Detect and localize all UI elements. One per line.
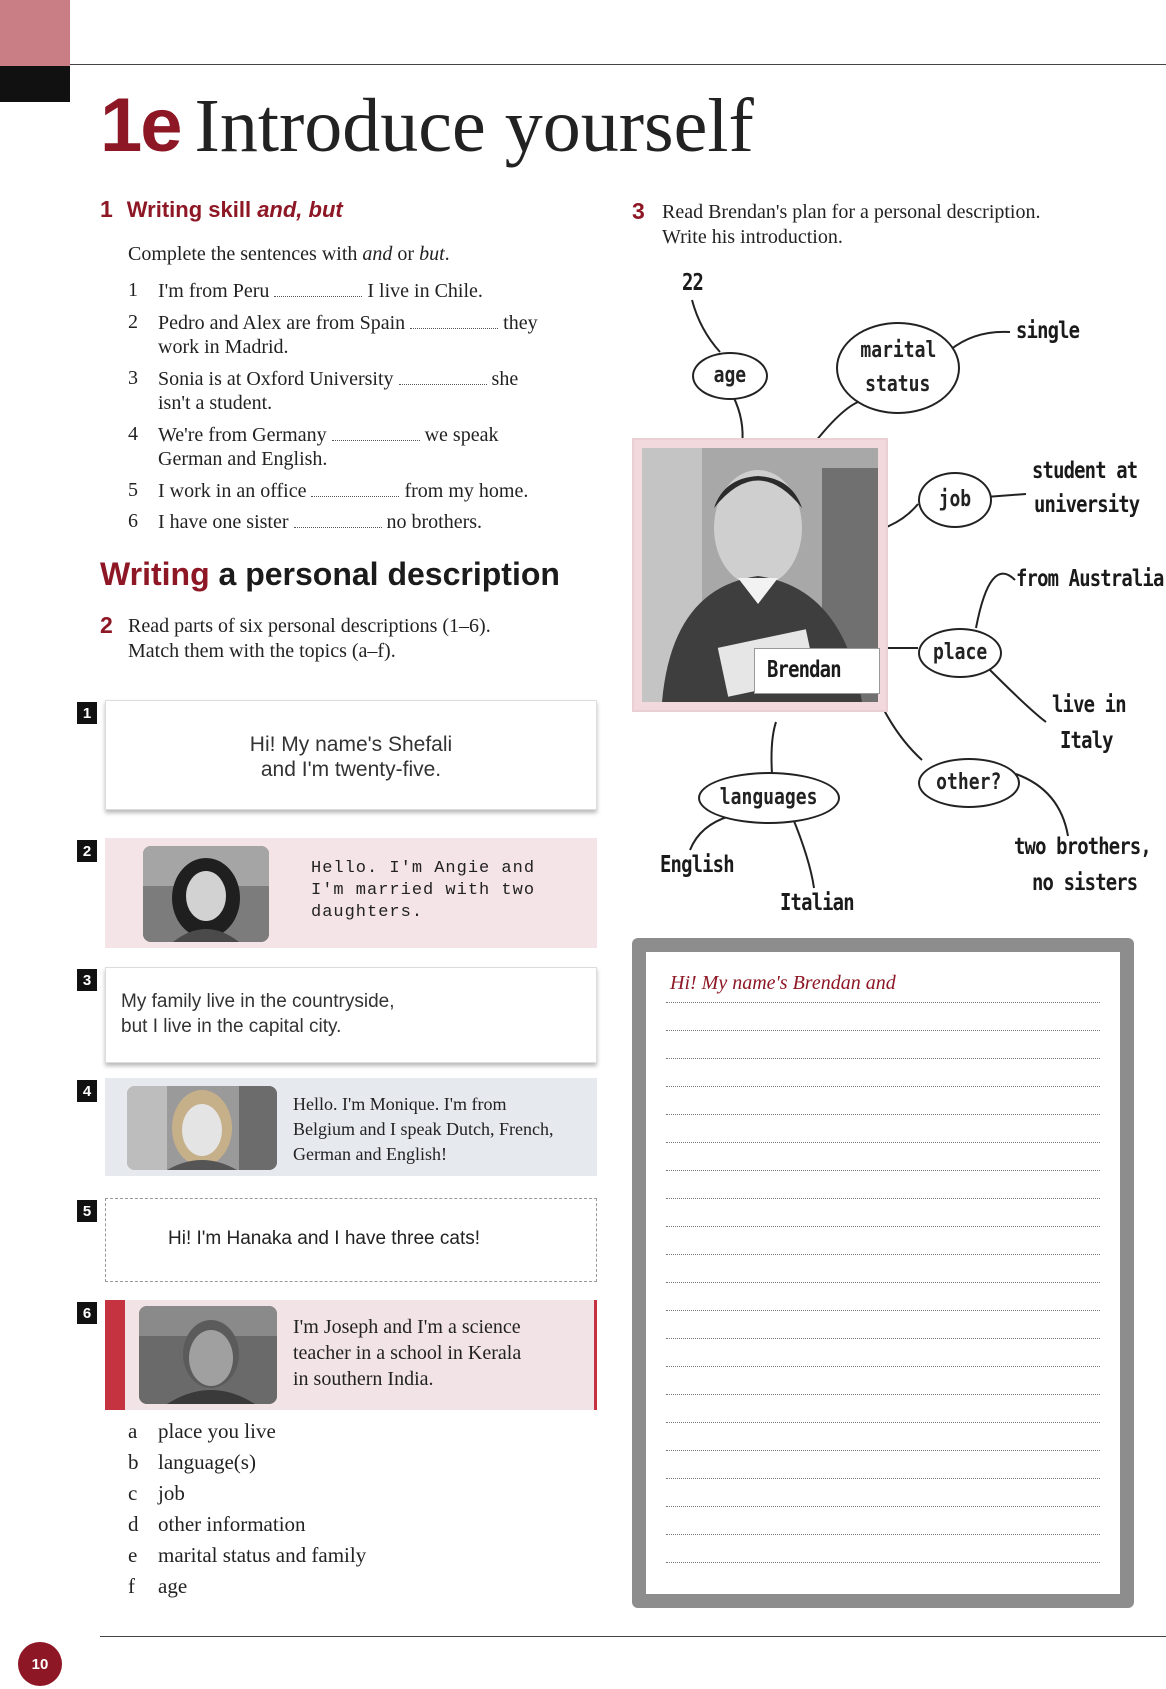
card-line: daughters. [311,903,424,922]
other-bubble-label: other? [936,770,1002,795]
other-bubble [918,758,1020,808]
place-bubble-label: place [932,640,988,665]
item-number: 3 [128,367,138,389]
item-text-a: We're from Germany [158,424,327,446]
item-text-b: from my home. [404,480,529,502]
section-heading-dark: a personal description [218,556,560,592]
card-number: 4 [77,1080,97,1102]
writing-line [666,1086,1100,1087]
card-line: Hello. I'm Angie and [311,859,536,878]
place-value-line: from Australia [1016,566,1164,592]
unit-code: 1e [100,83,181,168]
card-number: 6 [77,1302,97,1324]
writing-line [666,1226,1100,1227]
topic-letter: f [128,1574,135,1598]
marital-status-bubble [836,322,960,414]
place-value-line: Italy [1060,728,1113,754]
language-value: Italian [780,890,854,916]
writing-line [666,1366,1100,1367]
age-bubble-label: age [713,363,747,388]
item-number: 4 [128,423,138,445]
writing-line [666,1450,1100,1451]
languages-bubble-label: languages [720,785,818,810]
card-line: My family live in the countryside, [121,991,395,1012]
writing-line [666,1562,1100,1563]
card-number: 2 [77,840,97,862]
writing-line [666,1002,1100,1003]
topic-text: marital status and family [158,1543,367,1567]
topic-letter: a [128,1419,138,1443]
topic-text: other information [158,1512,306,1536]
writing-starter: Hi! My name's Brendan and [670,972,896,994]
card-line: I'm married with two [311,881,536,900]
item-text-b: they [503,312,538,334]
item-number: 6 [128,510,138,532]
marital-value: single [1016,318,1080,344]
ex1-instr-a: Complete the sentences with [128,243,363,265]
card-line: Belgium and I speak Dutch, French, [293,1119,554,1139]
card-line: but I live in the capital city. [121,1016,342,1037]
card-text: Hi! I'm Hanaka and I have three cats! [168,1228,481,1249]
topic-text: job [158,1481,185,1505]
topic-letter: d [128,1512,139,1536]
writing-line [666,1534,1100,1535]
job-bubble-label: job [938,487,972,512]
item-text-b: no brothers. [386,511,483,533]
writing-line [666,1338,1100,1339]
item-text-b: I live in Chile. [367,280,483,302]
section-heading-red: Writing [100,556,219,592]
ex2-instr-line: Match them with the topics (a–f). [128,640,396,662]
topic-letter: e [128,1543,138,1567]
writing-line [666,1030,1100,1031]
writing-line [666,1170,1100,1171]
card-number: 1 [77,702,97,724]
writing-line [666,1058,1100,1059]
topic-letter: c [128,1481,138,1505]
marital-bubble-line: status [865,372,931,397]
writing-line [666,1478,1100,1479]
writing-line [666,1198,1100,1199]
brendan-photo-frame [634,440,886,710]
topic-text: language(s) [158,1450,256,1474]
languages-bubble [698,772,840,824]
brendan-label: Brendan [767,657,841,683]
ex3-instr-line: Write his introduction. [662,226,843,248]
age-value: 22 [682,270,704,296]
writing-frame [632,938,1134,1608]
writing-line [666,1506,1100,1507]
other-value-line: two brothers, [1014,834,1151,860]
item-text-a: I'm from Peru [158,280,270,302]
ex3-number: 3 [632,198,645,224]
ex1-instr-or: or [392,243,420,265]
language-value: English [660,852,734,878]
topic-text: place you live [158,1419,276,1443]
writing-line [666,1254,1100,1255]
other-value-line: no sisters [1032,870,1138,896]
card-number: 5 [77,1200,97,1222]
ex1-instr-and: and [362,243,393,265]
job-value-line: student at [1032,458,1138,484]
card-line: Hello. I'm Monique. I'm from [293,1094,507,1114]
ex1-instr-but: but [419,243,445,265]
ex1-number: 1 [100,196,113,222]
writing-line [666,1282,1100,1283]
card-line: in southern India. [293,1368,434,1390]
card-line: Hi! My name's Shefali [249,733,453,756]
item-text-b: we speak [424,424,499,446]
card-line: I'm Joseph and I'm a science [293,1316,521,1338]
title-text: Introduce yourself [194,84,754,168]
place-value-line: live in [1052,692,1126,718]
writing-line [666,1394,1100,1395]
item-text-a: Pedro and Alex are from Spain [158,312,406,334]
card-line: teacher in a school in Kerala [293,1342,522,1364]
ex1-instr-end: . [444,243,450,265]
age-bubble [692,352,768,400]
writing-line [666,1114,1100,1115]
marital-bubble-line: marital [859,338,937,363]
item-number: 2 [128,311,138,333]
item-number: 5 [128,479,138,501]
item-text-c: isn't a student. [158,392,273,414]
place-bubble [918,628,1002,678]
item-text-a: I have one sister [158,511,289,533]
writing-area[interactable] [646,952,1120,1594]
writing-line [666,1422,1100,1423]
topic-text: age [158,1574,188,1598]
writing-line [666,1310,1100,1311]
ex1-title-main: Writing skill [126,197,258,222]
card-line: German and English! [293,1144,447,1164]
ex2-instr-line: Read parts of six personal descriptions (1–6). [128,615,491,637]
card-line: and I'm twenty-five. [260,758,442,781]
item-text-c: work in Madrid. [158,336,289,358]
item-text-c: German and English. [158,448,328,470]
item-text-a: Sonia is at Oxford University [158,368,394,390]
ex2-number: 2 [100,612,113,638]
ex3-instr-line: Read Brendan's plan for a personal description. [662,201,1041,223]
writing-line [666,1142,1100,1143]
item-text-a: I work in an office [158,480,307,502]
item-number: 1 [128,279,138,301]
brendan-label-box [754,648,880,694]
ex1-title-italic: and, but [257,197,343,222]
topic-letter: b [128,1450,139,1474]
card-number: 3 [77,969,97,991]
job-value-line: university [1034,492,1140,518]
page-number: 10 [18,1642,62,1686]
job-bubble [918,472,992,528]
item-text-b: she [491,368,519,390]
